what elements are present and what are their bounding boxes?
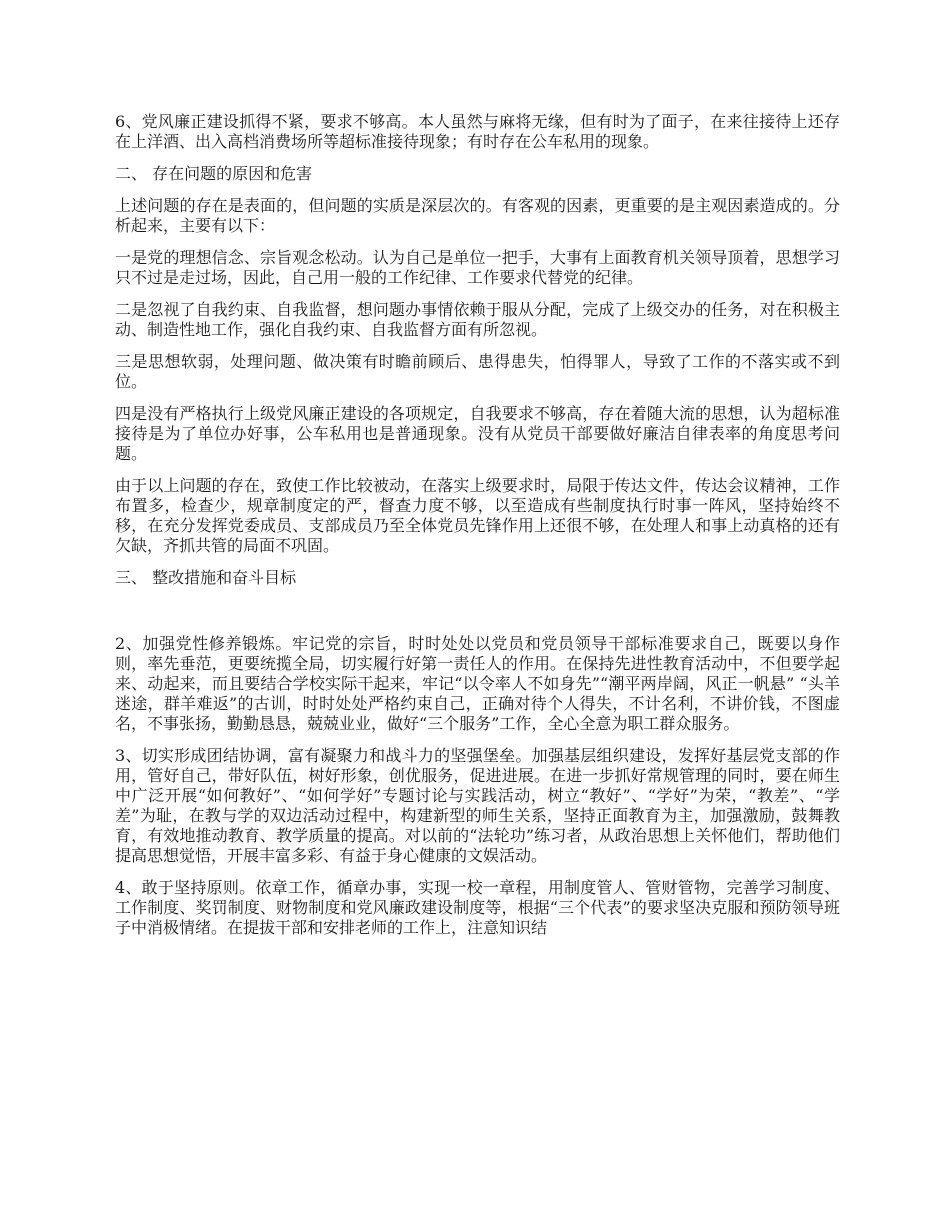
section-heading-measures: 三、 整改措施和奋斗目标 bbox=[115, 568, 297, 587]
paragraph-measure-4: 4、敢于坚持原则。依章工作，循章办事，实现一校一章程，用制度管人、管财管物，完善学习制度、工作制度、奖罚制度、财物制度和党风廉政建设制度等，根据“三个代表”的要求坚决克服和预防领导班子中消极情绪。在提拔干部和安排老师的工作上，注意知识结 bbox=[115, 878, 840, 937]
blank-gap bbox=[115, 600, 840, 634]
document-page bbox=[115, 112, 840, 950]
paragraph-measure-3: 3、切实形成团结协调，富有凝聚力和战斗力的坚强堡垒。加强基层组织建设，发挥好基层党支部的作用，管好自己，带好队伍，树好形象，创优服务，促进进展。在进一步抓好常规管理的同时，要在师生中广泛开展“如何教好”、“如何学好”专题讨论与实践活动，树立“教好”、“学好”为荣，“教差”、“学差”为耻，在教与学的双边活动过程中，构建新型的师生关系，坚持正面教育为主，加强激励，鼓舞教育，有效地推动教育、教学质量的提高。对以前的“法轮功”练习者，从政治思想上关怀他们，帮助他们提高思想觉悟，开展丰富多彩、有益于身心健康的文娱活动。 bbox=[115, 746, 840, 865]
paragraph-cause-4: 四是没有严格执行上级党风廉正建设的各项规定，自我要求不够高，存在着随大流的思想，认为超标准接待是为了单位办好事，公车私用也是普通现象。没有从党员干部要做好廉洁自律表率的角度思考问题。 bbox=[115, 404, 840, 463]
paragraph-measure-2: 2、加强党性修养锻炼。牢记党的宗旨，时时处处以党员和党员领导干部标准要求自己，既要以身作则，率先垂范，更要统揽全局，切实履行好第一责任人的作用。在保持先进性教育活动中，不但要学起来、动起来，而且要结合学校实际干起来，牢记“以令率人不如身先”“潮平两岸阔，风正一帆悬” “头羊迷途，群羊难返”的古训，时时处处严格约束自己，正确对待个人得失，不计名利，不讲价钱，不图虚名，不事张扬，勤勤恳恳，兢兢业业，做好“三个服务”工作，全心全意为职工群众服务。 bbox=[115, 634, 840, 733]
paragraph-cause-2: 二是忽视了自我约束、自我监督，想问题办事情依赖于服从分配，完成了上级交办的任务，对在积极主动、制造性地工作，强化自我约束、自我监督方面有所忽视。 bbox=[115, 300, 840, 339]
paragraph-cause-3: 三是思想软弱，处理问题、做决策有时瞻前顾后、患得患失，怕得罪人，导致了工作的不落实或不到位。 bbox=[115, 352, 840, 391]
paragraph-consequences: 由于以上问题的存在，致使工作比较被动，在落实上级要求时，局限于传达文件，传达会议精神，工作布置多，检查少，规章制度定的严，督查力度不够，以至造成有些制度执行时事一阵风，坚持始终不移，在充分发挥党委成员、支部成员乃至全体党员先锋作用上还很不够，在处理人和事上动真格的还有欠缺，齐抓共管的局面不巩固。 bbox=[115, 476, 840, 555]
paragraph-causes-intro: 上述问题的存在是表面的，但问题的实质是深层次的。有客观的因素，更重要的是主观因素造成的。分析起来，主要有以下： bbox=[115, 196, 840, 235]
paragraph-cause-1: 一是党的理想信念、宗旨观念松动。认为自己是单位一把手，大事有上面教育机关领导顶着，思想学习只不过是走过场，因此，自己用一般的工作纪律、工作要求代替党的纪律。 bbox=[115, 248, 840, 287]
section-heading-causes: 二、 存在问题的原因和危害 bbox=[115, 164, 313, 183]
paragraph-item-6: 6、党风廉正建设抓得不紧，要求不够高。本人虽然与麻将无缘，但有时为了面子，在来往接待上还存在上洋酒、出入高档消费场所等超标准接待现象；有时存在公车私用的现象。 bbox=[115, 112, 840, 151]
